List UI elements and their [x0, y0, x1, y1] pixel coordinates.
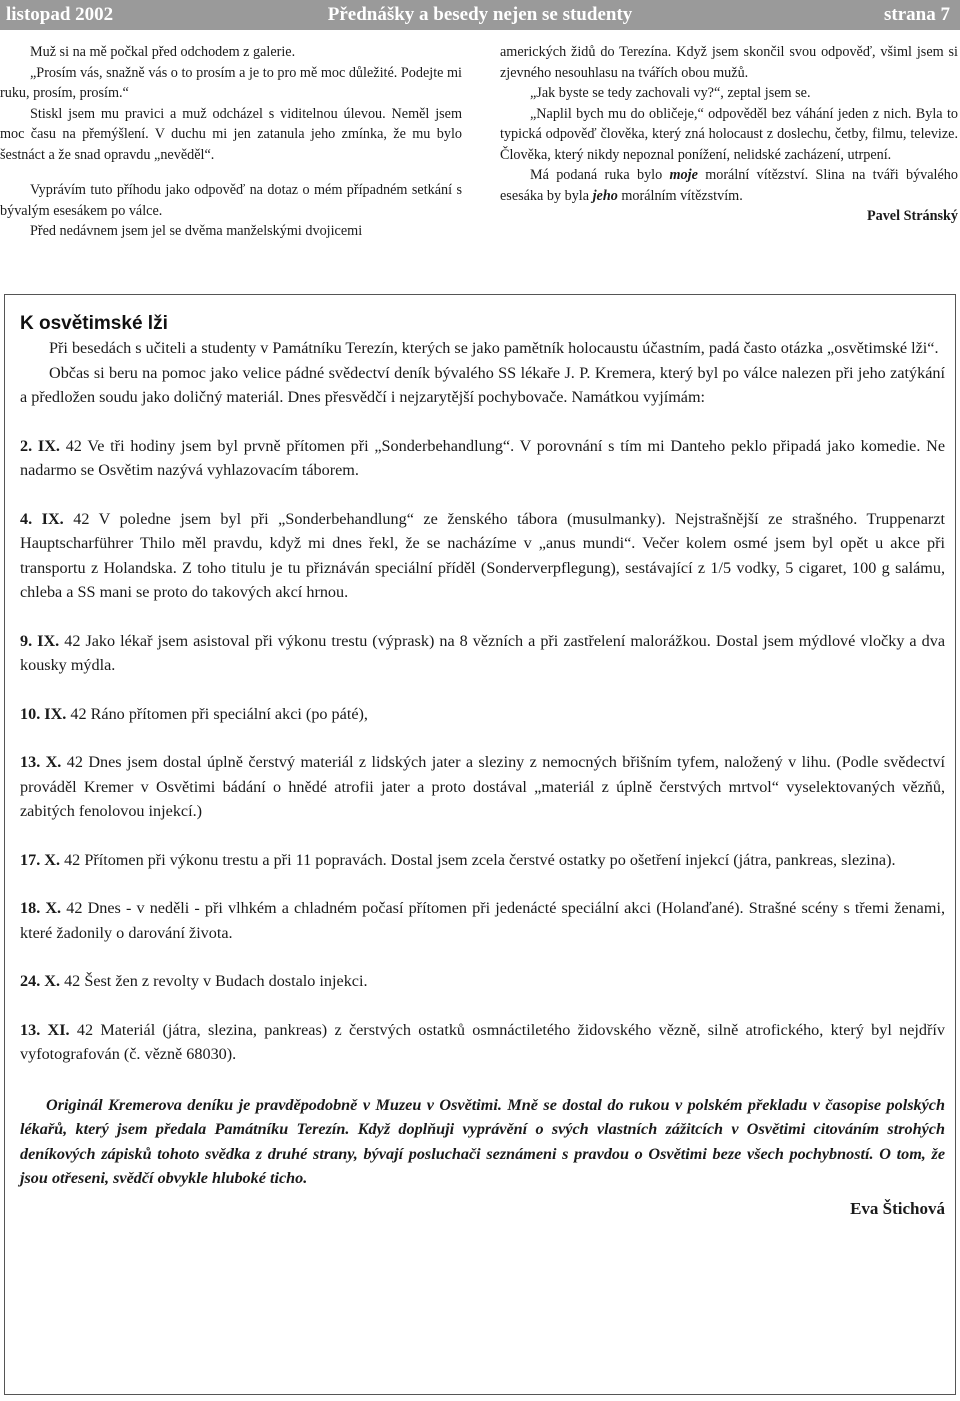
header-page-number: strana 7 — [884, 4, 950, 25]
paragraph: „Naplil bych mu do obličeje,“ odpověděl bez váhání jeden z nich. Byla to typická odpověď člověka, který zná holocaust z doslechu, četby, filmu, televize. Člověka, který nikdy nepoznal ponížení, nelidské zacházení, utrpení. — [500, 105, 958, 163]
diary-entry: 24. X. 42 Šest žen z revolty v Budach dostalo injekci. — [20, 972, 368, 990]
paragraph: „Jak byste se tedy zachovali vy?“, zeptal jsem se. — [530, 85, 811, 101]
paragraph: Vyprávím tuto příhodu jako odpověď na dotaz o mém případném setkání s bývalým esesákem po válce. — [0, 182, 462, 219]
page-header — [0, 0, 960, 30]
diary-entry: 4. IX. 42 V poledne jsem byl při „Sonderbehandlung“ ze ženského tábora (musulmanky). Nejstrašnější ze strašného. Truppenarzt Hauptscharführer Thilo měl pravdu, když mi dnes řekl, že se nacházíme v „anus mundi“. Večer kolem osmé jsem byl opět u akce při transportu z Holandska. Z toho titulu je tu přiznáván speciální příděl (Sonderverpflegung), sestávající z 1/5 vodky, 5 cigaret, 100 g salámu, chleba a SS mani se proto do takových akcí hrnou. — [20, 509, 945, 601]
closing-paragraph: Originál Kremerova deníku je pravděpodobně v Muzeu v Osvětimi. Mně se dostal do rukou v polském překladu v časopise polských lékařů, který jsem předala Památníku Terezín. Když doplňuji vyprávění o svých vlastních zážitcích v Osvětimi citováním strohých deníkových zápisků tohoto svědka z druhé strany, bývají posluchači seznámeni s pravdou o Osvětimi beze všech pochybností. O tom, že jsou otřeseni, svědčí obvykle hluboké ticho. — [20, 1095, 945, 1187]
article-box — [4, 294, 956, 1395]
intro-paragraph: Při besedách s učiteli a studenty v Památníku Terezín, kterých se jako pamětník holocaustu účastním, padá často otázka „osvětimské lži“. — [49, 339, 939, 357]
diary-entry: 18. X. 42 Dnes - v neděli - při vlhkém a chladném počasí přítomen při jedenácté speciální akci (Holanďané). Strašné scény s třemi ženami, které žadonily o darování života. — [20, 899, 945, 942]
diary-entry: 13. XI. 42 Materiál (játra, slezina, pankreas) z čerstvých ostatků osmnáctiletého židovského vězně, silně atrofického, který byl nejdřív vyfotografován (č. vězně 68030). — [20, 1020, 946, 1063]
diary-entry: 17. X. 42 Přítomen při výkonu trestu a při 11 popravách. Dostal jsem zcela čerstvé ostatky po ošetření injekcí (játra, pankreas, slezina). — [20, 850, 896, 869]
emphasis-moje: moje — [669, 167, 698, 183]
paragraph: amerických židů do Terezína. Když jsem skončil svou odpověď, všiml jsem si zjevného nesouhlasu na tvářích obou mužů. — [500, 44, 958, 81]
diary-entry: 9. IX. 42 Jako lékař jsem asistoval při výkonu trestu (výprask) na 8 vězních a při zastřelení malorážkou. Dostal jsem mýdlové vločky a dva kousky mýdla. — [20, 631, 946, 674]
author-signature: Eva Štichová — [850, 1198, 945, 1218]
paragraph: Před nedávnem jsem jel se dvěma manželskými dvojicemi — [30, 223, 363, 239]
header-date: listopad 2002 — [6, 4, 114, 25]
author-signature: Pavel Stránský — [866, 208, 958, 224]
article-title: K osvětimské lži — [20, 313, 168, 334]
intro-paragraph: Občas si beru na pomoc jako velice pádné svědectví deník bývalého SS lékaře J. P. Kremera, který byl po válce nalezen při jeho zatýkání a předložen soudu jako doličný materiál. Dnes přesvědčí i nejzarytější pochybovače. Namátkou vyjímám: — [20, 363, 945, 406]
moral-victory-paragraph: Má podaná ruka bylo moje morální vítězství. Slina na tváři bývalého esesáka by byla jeho morálním vítězstvím. — [500, 167, 958, 204]
left-column — [0, 42, 462, 242]
diary-entry: 2. IX. 42 Ve tři hodiny jsem byl prvně přítomen při „Sonderbehandlung“. V porovnání s tím mi Danteho peklo připadá jako komedie. Ne nadarmo se Osvětim nazývá vyhlazovacím táborem. — [20, 436, 946, 479]
header-title: Přednášky a besedy nejen se studenty — [327, 4, 633, 25]
emphasis-jeho: jeho — [592, 187, 618, 204]
paragraph: Muž si na mě počkal před odchodem z galerie. — [30, 44, 296, 60]
right-column — [500, 42, 958, 227]
diary-entry: 13. X. 42 Dnes jsem dostal úplně čerstvý materiál z lidských jater a sleziny z nemocných břišním tyfem, naložený v lihu. (Podle svědectví prováděl Kremer v Osvětimi bádání o hnědé atrofii jater a proto dostával „materiál z úplně čerstvých mrtvol“ vyselektovaných vězňů, zabitých fenolovou injekcí.) — [20, 753, 945, 820]
paragraph: „Prosím vás, snažně vás o to prosím a je to pro mě moc důležité. Podejte mi ruku, prosím, prosím.“ — [0, 64, 462, 101]
diary-entry: 10. IX. 42 Ráno přítomen při speciální akci (po páté), — [20, 704, 368, 723]
paragraph: Stiskl jsem mu pravici a muž odcházel s viditelnou úlevou. Neměl jsem moc času na přemýšlení. V duchu mi jen zatanula jeho zmínka, že mu bylo šestnáct a že snad opravdu „nevěděl“. — [0, 105, 462, 163]
